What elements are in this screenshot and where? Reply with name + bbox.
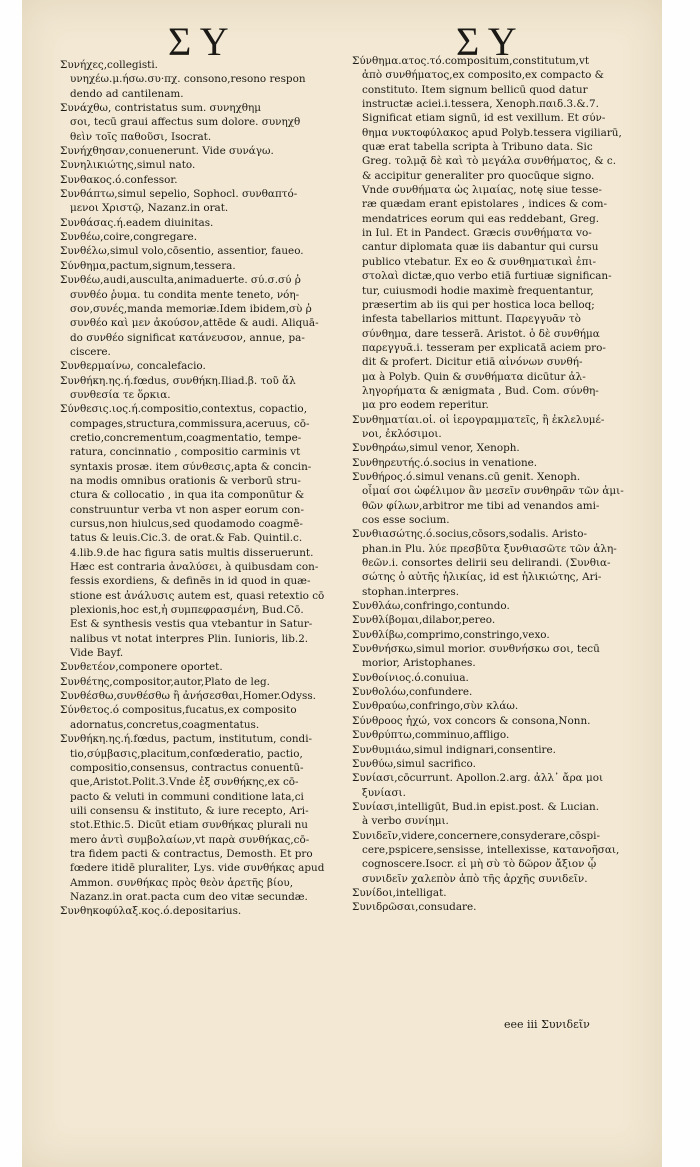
- entry-continuation-line: μενοι Χριστῷ, Nazanz.in orat.: [70, 202, 229, 215]
- entry-continuation-line: 4.lib.9.de hac figura satis multis disseruerunt.: [70, 546, 314, 559]
- entry-continuation-line: Hæc est contraria ἀναλύσει, à quibusdam con-: [70, 561, 319, 574]
- dictionary-entry-line: Συνάχθω, contristatus sum. συνηχθημ: [60, 102, 262, 115]
- dictionary-entry-line: Συνθακος.ό.confessor.: [60, 173, 178, 186]
- dictionary-entry-line: Συνθνήσκω,simul morior. συνθνήσκω σοι, tecū: [352, 643, 600, 656]
- dictionary-entry-line: Συνιδρῶσαι,consudare.: [352, 901, 477, 914]
- entry-continuation-line: tatus & leuis.Cic.3. de orat.& Fab. Quintil.c.: [70, 532, 303, 545]
- entry-continuation-line: cos esse socium.: [362, 514, 450, 526]
- entry-continuation-line: ξυνίασι.: [362, 786, 406, 799]
- entry-continuation-line: quæ erat tabella scripta à Tribuno data. Sic: [362, 141, 593, 154]
- dictionary-entry-line: Συνθυμιάω,simul indignari,consentire.: [352, 743, 556, 756]
- entry-continuation-line: mendatrices eorum qui eas reddebant, Greg.: [362, 212, 600, 225]
- dictionary-entry-line: Συνθερμαίνω, concalefacio.: [60, 360, 206, 373]
- dictionary-entry-line: Συνθήκη.ης.ή.fœdus, συνθήκη.Iliad.β. τοῦ ἄλ: [60, 374, 296, 387]
- entry-continuation-line: σώτης ὁ αὐτῆς ἡλικίας, id est ἡλικιώτης, Ari-: [362, 571, 602, 584]
- entry-continuation-line: παρεγγυᾶ.i. tesseram per explicatā aciem pro-: [362, 341, 606, 354]
- dictionary-entry-line: Συνθέω,coire,congregare.: [60, 231, 198, 244]
- entry-continuation-line: νοι, ἐκλόσιμοι.: [362, 427, 442, 440]
- dictionary-entry-line: Συνθολόω,confundere.: [352, 686, 473, 699]
- dictionary-entry-line: Συνθλάω,confringo,contundo.: [352, 600, 510, 613]
- entry-continuation-line: σον,συνές,manda memoriæ.Idem ibidem,σὺ ῥ: [70, 302, 312, 315]
- dictionary-entry-line: Συνθάσας.ή.eadem diuinitas.: [60, 216, 214, 229]
- entry-continuation-line: θημα νυκτοφύλακος apud Polyb.tessera vigiliarū,: [362, 126, 622, 139]
- entry-continuation-line: stot.Ethic.5. Dicūt etiam συνθήκας plurali nu: [70, 819, 309, 832]
- entry-continuation-line: dendo ad cantilenam.: [70, 87, 184, 100]
- dictionary-entry-line: Συνήχθησαν,conuenerunt. Vide συνάγω.: [60, 145, 274, 158]
- entry-continuation-line: Vnde συνθήματα ὠς λιμαίας, notę siue tesse-: [362, 184, 602, 197]
- entry-continuation-line: Greg. τολμᾷ δὲ καὶ τὸ μεγάλα συνθήματος, & c.: [362, 155, 617, 168]
- entry-continuation-line: tur, cuiusmodi hodie maximè frequentantur,: [362, 284, 594, 297]
- entry-continuation-line: & accipitur generaliter pro quocūque signo.: [362, 169, 595, 182]
- entry-continuation-line: σοι, tecū graui affectus sum dolore. συνηχθ: [70, 116, 301, 129]
- entry-continuation-line: μα à Polyb. Quin & συνθήματα dicūtur ἀλ-: [362, 370, 586, 383]
- dictionary-entry-line: Συνθοίνιος.ό.conuiua.: [352, 671, 469, 684]
- dictionary-entry-line: Συνθέσθω,συνθέσθω ἢ ἀνήσεσθαι,Homer.Odyss.: [60, 690, 316, 703]
- dictionary-entry-line: Σύνθετος.ό compositus,fucatus,ex composito: [60, 704, 297, 717]
- entry-continuation-line: publico vtebatur. Ex eo & συνθηματικαὶ ἐπι-: [362, 255, 597, 268]
- entry-continuation-line: fœdere itidē pluraliter, Lys. vide συνθήκας apud: [70, 862, 325, 875]
- dictionary-entry-line: Συνθύω,simul sacrifico.: [352, 757, 476, 770]
- entry-continuation-line: cere,pspicere,sensisse, intellexisse, κατανοῆσαι,: [362, 843, 620, 856]
- entry-continuation-line: θῶν φίλων,arbitror me tibi ad venandos ami-: [362, 499, 600, 512]
- dictionary-entry-line: Συνίασι,cōcurrunt. Apollon.2.arg. ἀλλ᾽ ἄρα μοι: [352, 772, 604, 785]
- entry-continuation-line: construuntur verba vt non asper eorum con-: [70, 503, 304, 516]
- entry-continuation-line: υνηχέω.μ.ήσω.συ·πχ. consono,resono respon: [70, 73, 306, 86]
- entry-continuation-line: οἶμαί σοι ὠφέλιμον ἂν μεσεῖν συνθηρᾶν τῶν ἀμι-: [362, 485, 624, 498]
- page-signature: eee iii Συνιδεῖν: [504, 1018, 590, 1031]
- entry-continuation-line: phan.in Plu. λύε πρεσβῦτα ξυνθιασῶτε τῶν ἀλη-: [362, 542, 617, 555]
- entry-continuation-line: ræ quædam erant epistolares , indices & com-: [362, 198, 607, 211]
- entry-continuation-line: à verbo συνίημι.: [362, 815, 449, 828]
- dictionary-entry-line: Σύνθημα,pactum,signum,tessera.: [60, 259, 236, 272]
- entry-continuation-line: adornatus,concretus,coagmentatus.: [70, 718, 260, 731]
- entry-continuation-line: compages,structura,commissura,aceruus, cō-: [70, 417, 310, 430]
- dictionary-entry-line: Συνθέλω,simul volo,cōsentio, assentior, faueo.: [60, 245, 304, 258]
- entry-continuation-line: σύνθημα, dare tesserā. Aristot. ὁ δὲ συνθήμα: [362, 327, 600, 340]
- entry-continuation-line: θεῶν.i. consortes delirii seu delirandi. (Συνθια-: [362, 557, 611, 570]
- dictionary-entry-line: Συνίασι,intelligūt, Bud.in epist.post. & Lucian.: [352, 800, 600, 813]
- entry-continuation-line: θεὶν τοῖς παθοῦσι, Isocrat.: [70, 130, 212, 143]
- entry-continuation-line: instructæ aciei.i.tessera, Xenoph.παιδ.3.&.7.: [362, 98, 599, 111]
- entry-continuation-line: ratura, concinnatio , compositio carminis vt: [70, 446, 301, 459]
- entry-continuation-line: plexionis,hoc est,ἡ συμπεφρασμένη, Bud.Cō.: [70, 604, 304, 617]
- dictionary-entry-line: Συνθηματίαι.οἱ. οἱ ἱερογραμματεῖς, ἢ ἐκλελυμέ-: [352, 413, 605, 426]
- dictionary-entry-line: Συνίδοι,intelligat.: [352, 886, 447, 899]
- entry-continuation-line: præsertim ab iis qui per hostica loca belloq;: [362, 298, 595, 311]
- entry-continuation-line: συνιδεῖν χαλεπὸν ἀπὸ τῆς ἀρχῆς συνιδεῖν.: [362, 872, 588, 885]
- running-head-left: Σ Υ: [168, 19, 229, 64]
- entry-continuation-line: συνθέο καὶ μεν ἀκούσον,attēde & audi. Aliquā-: [70, 317, 319, 330]
- entry-continuation-line: Ammon. συνθήκας πρὸς θεὸν ἀρετῆς βίου,: [70, 876, 293, 889]
- entry-continuation-line: Vide Bayf.: [70, 647, 124, 660]
- entry-continuation-line: cognoscere.Isocr. εἰ μὴ σὺ τὸ δῶρον ἄξιον ᾧ: [362, 858, 597, 871]
- entry-continuation-line: Significat etiam signū, id est vexillum. Et σύν-: [362, 112, 606, 125]
- dictionary-entry-line: Συνθιασώτης.ό.socius,cōsors,sodalis. Aristo-: [352, 528, 587, 541]
- entry-continuation-line: in Iul. Et in Pandect. Græcis συνθήματα vo-: [362, 227, 592, 240]
- dictionary-entry-line: Συνθάπτω,simul sepelio, Sophocl. συνθαπτό-: [60, 188, 298, 201]
- dictionary-entry-line: Συνήχες,collegisti.: [60, 59, 158, 71]
- entry-continuation-line: na modis omnibus orationis & verborū stru-: [70, 474, 301, 487]
- entry-continuation-line: ἀπὸ συνθήματος,ex composito,ex compacto &: [362, 69, 604, 82]
- dictionary-entry-line: Συνθετέον,componere oportet.: [60, 661, 223, 674]
- dictionary-entry-line: Συνθήρος.ό.simul venans.cū genit. Xenoph.: [352, 470, 581, 483]
- entry-continuation-line: compositio,consensus, contractus conuentū-: [70, 761, 304, 774]
- dictionary-entry-line: Συνθλίβω,comprimo,constringo,vexo.: [352, 628, 550, 641]
- entry-continuation-line: dit & profert. Dicitur etiā αἰνόνων συνθή-: [362, 356, 583, 369]
- entry-continuation-line: Est & synthesis vestis qua vtebantur in Satur-: [70, 618, 313, 631]
- dictionary-entry-line: Σύνθροος ἠχώ, vox concors & consona,Nonn.: [352, 714, 591, 727]
- dictionary-entry-line: Συνιδεῖν,videre,concernere,consyderare,cōspi-: [352, 829, 601, 842]
- entry-continuation-line: στολαὶ dictæ,quo verbo etiā furtiuæ significan-: [362, 270, 612, 283]
- entry-continuation-line: constituto. Item signum bellicū quod datur: [362, 83, 588, 96]
- entry-continuation-line: do συνθέο significat κατάνευσον, annue, pa-: [70, 331, 305, 344]
- entry-continuation-line: μα pro eodem reperitur.: [362, 399, 489, 412]
- entry-continuation-line: fessis exordiens, & definēs in id quod in quæ-: [70, 575, 311, 588]
- entry-continuation-line: nalibus vt notat interpres Plin. Iunioris, lib.2.: [70, 632, 309, 645]
- entry-continuation-line: stione est ἀνάλυσις autem est, quasi retextio cō: [70, 589, 325, 602]
- entry-continuation-line: pacto & veluti in communi conditione lata,ci: [70, 790, 304, 803]
- running-head-right: Σ Υ: [456, 19, 517, 64]
- right-column: [352, 54, 642, 915]
- entry-continuation-line: tra fidem pacti & contractus, Demosth. Et pro: [70, 847, 313, 860]
- entry-continuation-line: cantur diplomata quæ iis dabantur qui cursu: [362, 241, 599, 254]
- entry-continuation-line: ctura & collocatio , in qua ita componūtur &: [70, 489, 305, 502]
- book-page: [22, 0, 662, 1167]
- entry-continuation-line: cretio,concrementum,coagmentatio, tempe-: [70, 431, 302, 444]
- dictionary-entry-line: Σύνθεσις.ιος.ή.compositio,contextus, copactio,: [60, 403, 307, 416]
- dictionary-entry-line: Συνθλίβομαι,dilabor,pereo.: [352, 614, 496, 627]
- dictionary-entry-line: Σύνθημα.ατος.τό.compositum,constitutum,vt: [352, 55, 590, 67]
- entry-continuation-line: συνθεσία τε ὅρκια.: [70, 388, 171, 401]
- dictionary-entry-line: Συνθέτης,compositor,autor,Plato de leg.: [60, 675, 270, 688]
- entry-continuation-line: infesta tabellarios mittunt. Παρεγγυᾶν τὸ: [362, 313, 581, 326]
- left-column: [60, 58, 342, 919]
- dictionary-entry-line: Συνηλικιώτης,simul nato.: [60, 159, 196, 172]
- entry-continuation-line: cursus,non hiulcus,sed quodamodo coagmē-: [70, 518, 303, 530]
- dictionary-entry-line: Συνθηράω,simul venor, Xenoph.: [352, 442, 520, 455]
- entry-continuation-line: syntaxis prosæ. item σύνθεσις,apta & concin-: [70, 460, 312, 473]
- entry-continuation-line: tio,σύμβασις,placitum,confœderatio, pactio,: [70, 747, 303, 760]
- dictionary-entry-line: Συνθέω,audi,ausculta,animaduerte. σύ.σ.σύ ῥ: [60, 274, 301, 287]
- entry-continuation-line: que,Aristot.Polit.3.Vnde ἐξ συνθήκης,ex cō-: [70, 776, 299, 789]
- entry-continuation-line: uili consensu & instituto, & iure recepto, Ari-: [70, 804, 309, 817]
- entry-continuation-line: Nazanz.in orat.pacta cum deo vitæ secundæ.: [70, 890, 308, 903]
- dictionary-entry-line: Συνθρύπτω,comminuo,affligo.: [352, 729, 510, 742]
- entry-continuation-line: stophan.interpres.: [362, 585, 460, 598]
- dictionary-entry-line: Συνθηκοφύλαξ.κος.ό.depositarius.: [60, 905, 242, 918]
- dictionary-entry-line: Συνθραύω,confringo,σὺν κλάω.: [352, 700, 519, 713]
- dictionary-entry-line: Συνθηρευτής.ό.socius in venatione.: [352, 456, 538, 469]
- entry-continuation-line: mero ἀντὶ συμβολαίων,vt παρὰ συνθήκας,cō-: [70, 833, 310, 846]
- entry-continuation-line: morior, Aristophanes.: [362, 657, 476, 670]
- entry-continuation-line: ληγορήματα & ænigmata , Bud. Com. σύνθη-: [362, 384, 599, 397]
- dictionary-entry-line: Συνθήκη.ης.ή.fœdus, pactum, institutum, condi-: [60, 733, 313, 746]
- entry-continuation-line: ciscere.: [70, 345, 111, 358]
- entry-continuation-line: συνθέο ῥυμα. tu condita mente teneto, νόη-: [70, 288, 300, 301]
